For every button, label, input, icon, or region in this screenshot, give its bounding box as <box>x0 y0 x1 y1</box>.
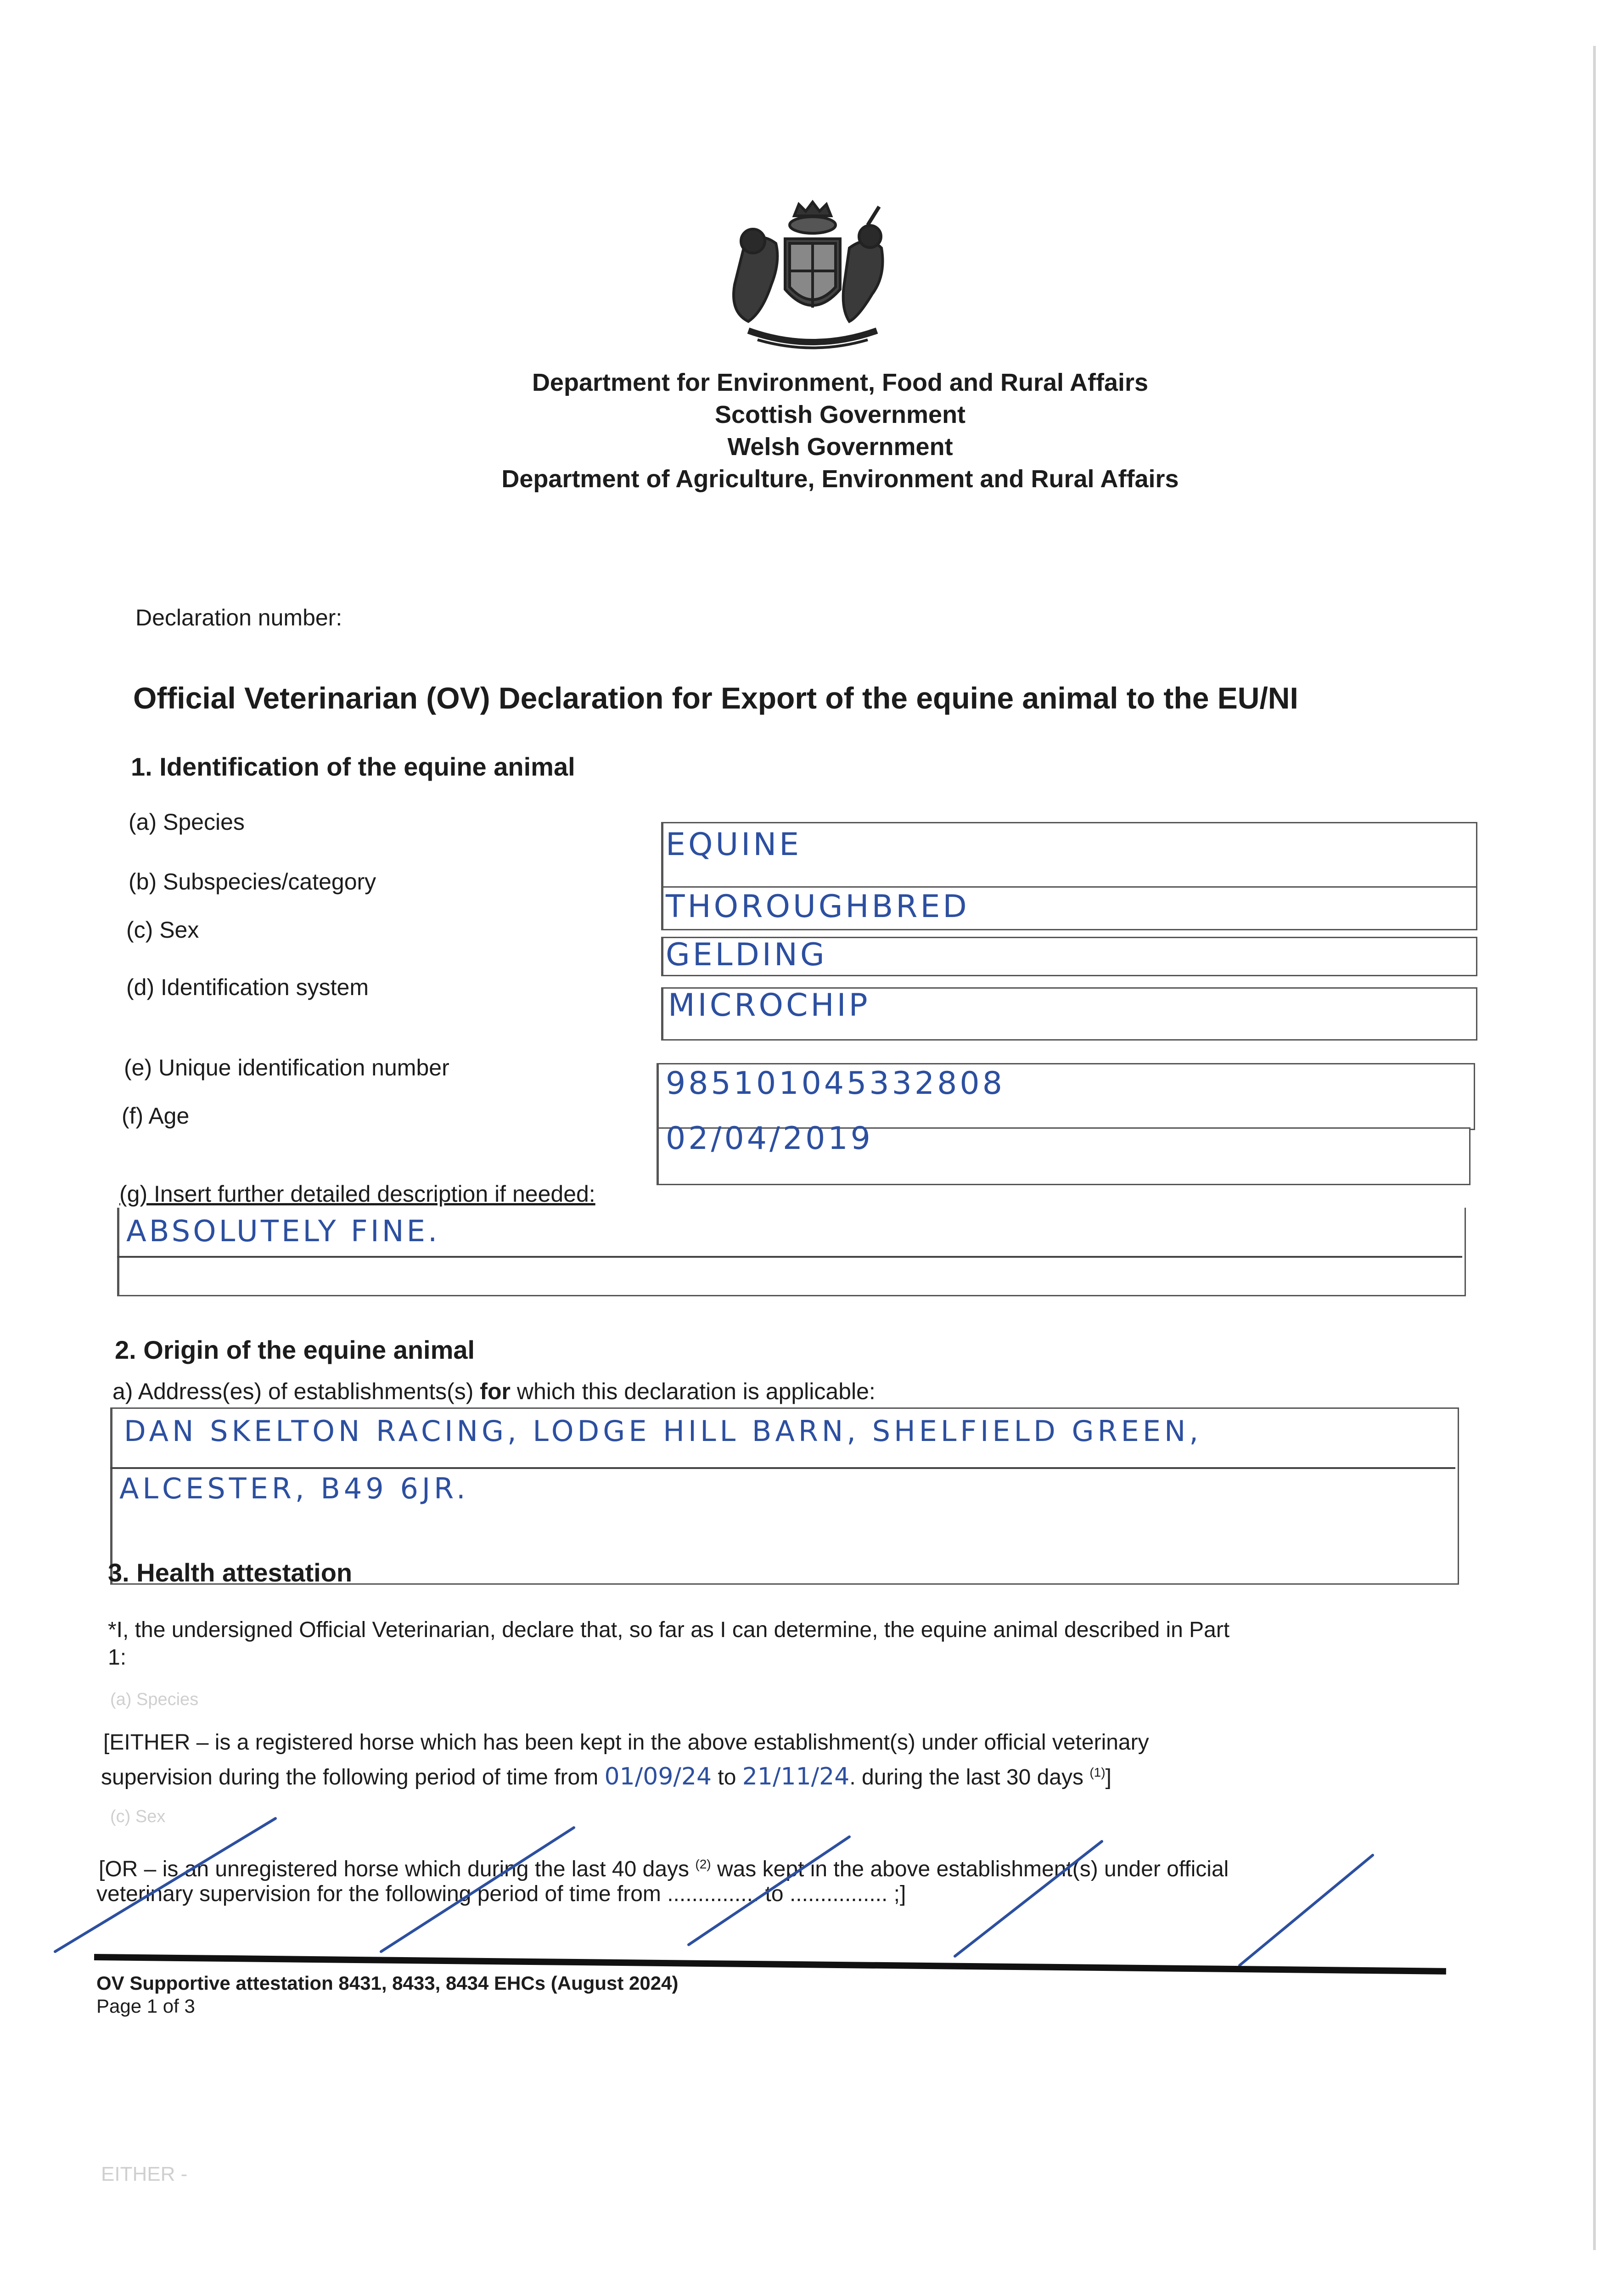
footer-page-number: Page 1 of 3 <box>96 1995 195 2017</box>
either-to-word: to <box>712 1765 742 1790</box>
or-footnote: (2) <box>695 1857 711 1871</box>
further-description-label: (g) Insert further detailed description if needed: <box>119 1181 595 1207</box>
health-intro-line-2: 1: <box>108 1645 127 1670</box>
sex-value: GELDING <box>666 937 827 973</box>
address-field-rule <box>110 1467 1455 1469</box>
or-clause-line-2: veterinary supervision for the following period of time from ............... to ................ ;] <box>96 1882 906 1906</box>
ghost-text: (a) Species <box>110 1690 199 1709</box>
or-clause-line-1 <box>99 1851 1229 1883</box>
royal-coat-of-arms-logo <box>716 197 909 363</box>
subspecies-value: THOROUGHBRED <box>666 889 970 925</box>
either-clause-text: supervision during the following period of time from <box>101 1765 605 1790</box>
department-defra: Department for Environment, Food and Rural Affairs <box>532 369 1149 396</box>
document-title: Official Veterinarian (OV) Declaration for Export of the equine animal to the EU/NI <box>133 681 1298 715</box>
either-clause-line-1: [EITHER – is a registered horse which has been kept in the above establishment(s) under official veterinary <box>103 1730 1149 1755</box>
address-label-end: which this declaration is applicable: <box>510 1379 876 1404</box>
address-label <box>112 1378 876 1405</box>
department-daera: Department of Agriculture, Environment and Rural Affairs <box>501 465 1179 493</box>
scan-edge <box>1593 46 1596 2250</box>
address-value-line-2: ALCESTER, B49 6JR. <box>119 1472 469 1505</box>
footer-rule <box>94 1954 1446 1975</box>
either-clause-end: ] <box>1105 1765 1111 1790</box>
section-2-heading: 2. Origin of the equine animal <box>115 1335 475 1364</box>
either-from-date: 01/09/24 <box>604 1763 712 1790</box>
ghost-text-3: EITHER - <box>101 2163 188 2185</box>
ghost-text-2: (c) Sex <box>110 1807 166 1826</box>
or-clause-tail: was kept in the above establishment(s) under official <box>711 1857 1229 1881</box>
either-to-date: 21/11/24 <box>742 1763 850 1790</box>
address-label-for: for <box>480 1379 511 1404</box>
address-label-start: a) Address(es) of establishments(s) <box>112 1379 480 1404</box>
species-value: EQUINE <box>666 827 802 863</box>
either-clause-tail: . during the last 30 days <box>849 1765 1090 1790</box>
sex-label: (c) Sex <box>126 917 199 943</box>
declaration-number-label: Declaration number: <box>135 605 342 630</box>
or-clause-text: [OR – is an unregistered horse which during the last 40 days <box>99 1857 696 1881</box>
further-description-rule <box>117 1256 1462 1258</box>
age-value: 02/04/2019 <box>666 1120 873 1157</box>
either-clause-line-2 <box>101 1759 1111 1791</box>
footer-attestation-ref: OV Supportive attestation 8431, 8433, 8434 EHCs (August 2024) <box>96 1972 679 1994</box>
species-label: (a) Species <box>129 809 245 835</box>
department-welsh-government: Welsh Government <box>727 433 953 461</box>
further-description-value: ABSOLUTELY FINE. <box>126 1215 440 1249</box>
address-value-line-1: DAN SKELTON RACING, LODGE HILL BARN, SHELFIELD GREEN, <box>124 1414 1202 1448</box>
age-label: (f) Age <box>122 1103 190 1129</box>
health-intro-line-1: *I, the undersigned Official Veterinarian, declare that, so far as I can determine, the equine animal described in Part <box>108 1618 1230 1642</box>
either-footnote: (1) <box>1089 1765 1106 1779</box>
department-scottish-government: Scottish Government <box>714 401 966 428</box>
identification-system-label: (d) Identification system <box>126 974 369 1000</box>
section-3-heading: 3. Health attestation <box>108 1558 353 1587</box>
section-1-heading: 1. Identification of the equine animal <box>131 752 575 781</box>
identification-system-value: MICROCHIP <box>668 987 870 1024</box>
unique-id-value: 985101045332808 <box>666 1065 1005 1102</box>
subspecies-label: (b) Subspecies/category <box>129 869 376 895</box>
unique-id-label: (e) Unique identification number <box>124 1055 449 1080</box>
